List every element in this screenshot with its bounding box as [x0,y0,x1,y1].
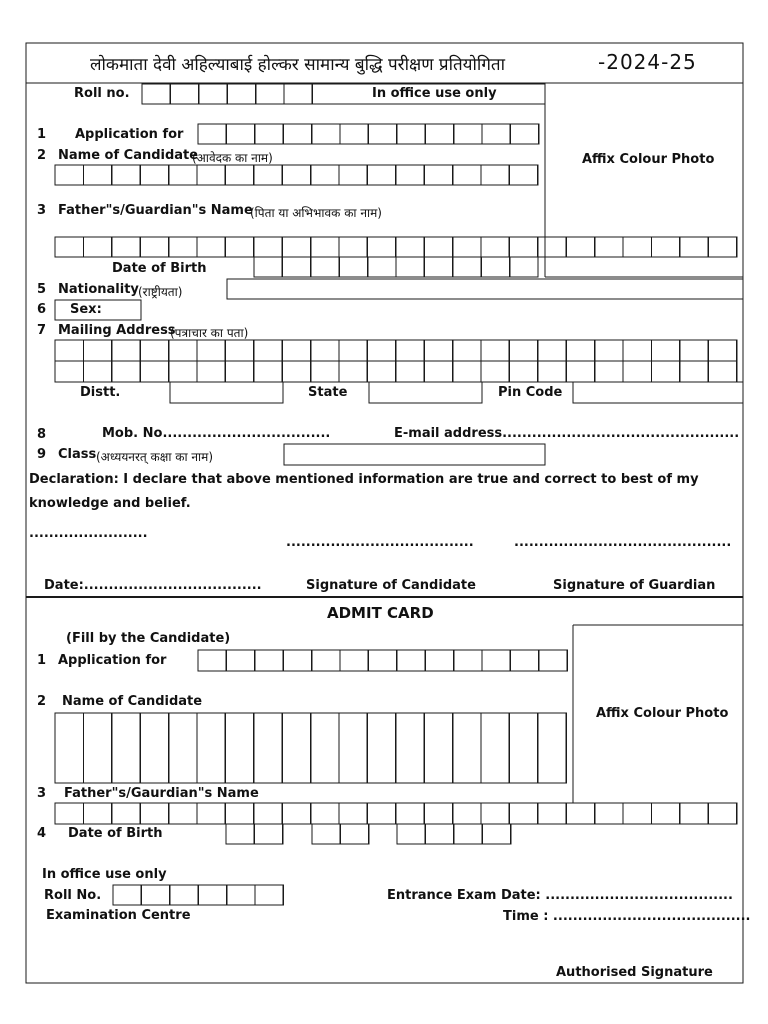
address-box[interactable] [112,361,140,382]
address-box[interactable] [708,340,736,361]
candidate-name-box[interactable] [197,165,225,185]
fill-by-candidate-note: (Fill by the Candidate) [66,631,231,646]
admit-application-for-box[interactable] [510,650,538,671]
candidate-name-box[interactable] [453,165,481,185]
admit-candidate-name-box[interactable] [197,713,225,783]
state-label: State [308,385,348,400]
candidate-name-box[interactable] [367,165,395,185]
address-box[interactable] [339,361,367,382]
admit-guardian-name-box[interactable] [509,803,537,824]
nationality-input[interactable] [227,279,743,299]
dob-box[interactable] [510,257,538,277]
application-for-box[interactable] [454,124,482,144]
mailing-address-hindi: (पत्राचार का पता) [170,326,249,340]
admit-application-for-box[interactable] [539,650,567,671]
address-box[interactable] [680,361,708,382]
address-box[interactable] [169,340,197,361]
candidate-name-box[interactable] [140,165,168,185]
pin-code-label: Pin Code [498,385,563,400]
guardian-name-box[interactable] [566,237,594,257]
address-box[interactable] [225,361,253,382]
candidate-name-box[interactable] [112,165,140,185]
admit-dob-label: Date of Birth [68,826,163,841]
admit-candidate-name-box[interactable] [112,713,140,783]
field-6-number: 6 [37,302,47,317]
roll-no-box[interactable] [199,84,227,104]
admit-candidate-name-box[interactable] [339,713,367,783]
address-box[interactable] [509,340,537,361]
candidate-name-box[interactable] [509,165,537,185]
address-box[interactable] [623,340,651,361]
application-for-label: Application for [75,127,184,142]
candidate-name-box[interactable] [55,165,83,185]
roll-no-label: Roll no. [74,86,130,101]
admit-roll-no-box[interactable] [227,885,255,905]
field-2-number: 2 [37,148,47,163]
dots-candidate-signature: ...................................... [286,535,474,550]
distt-input[interactable] [170,382,283,403]
address-box[interactable] [651,340,679,361]
address-box[interactable] [55,361,83,382]
admit-roll-no-box[interactable] [141,885,169,905]
address-box[interactable] [708,361,736,382]
guardian-name-box[interactable] [538,237,566,257]
admit-guardian-name-box[interactable] [595,803,623,824]
admit-candidate-name-box[interactable] [169,713,197,783]
admit-application-for-box[interactable] [454,650,482,671]
application-for-box[interactable] [255,124,283,144]
candidate-signature-label: Signature of Candidate [306,578,476,593]
guardian-name-box[interactable] [169,237,197,257]
address-box[interactable] [396,340,424,361]
guardian-name-box[interactable] [623,237,651,257]
guardian-name-box[interactable] [424,237,452,257]
outer-border [26,43,743,983]
admit-candidate-name-box[interactable] [282,713,310,783]
candidate-name-box[interactable] [83,165,111,185]
admit-application-for-box[interactable] [482,650,510,671]
admit-application-for-box[interactable] [283,650,311,671]
admit-photo-box-label: Affix Colour Photo [596,706,729,721]
guardian-name-box[interactable] [651,237,679,257]
sex-label: Sex: [70,302,102,317]
field-5-number: 5 [37,282,47,297]
admit-candidate-name-box[interactable] [225,713,253,783]
address-box[interactable] [140,361,168,382]
candidate-name-box[interactable] [339,165,367,185]
admit-dob-box[interactable] [312,824,340,844]
address-box[interactable] [623,361,651,382]
field-1-number: 1 [37,127,47,142]
admit-candidate-name-box[interactable] [538,713,566,783]
admit-guardian-name-box[interactable] [651,803,679,824]
admit-guardian-name-box[interactable] [55,803,83,824]
dob-box[interactable] [368,257,396,277]
admit-guardian-name-box[interactable] [254,803,282,824]
candidate-name-box[interactable] [169,165,197,185]
admit-guardian-name-box[interactable] [623,803,651,824]
guardian-name-box[interactable] [453,237,481,257]
admit-guardian-name-box[interactable] [708,803,736,824]
address-box[interactable] [566,361,594,382]
date-label: Date:.................................... [44,578,262,593]
form-title-hindi: लोकमाता देवी अहिल्याबाई होल्कर सामान्य बुद्धि परीक्षण प्रतियोगिता [90,55,505,75]
candidate-name-box[interactable] [481,165,509,185]
admit-dob-box[interactable] [397,824,425,844]
mailing-address-label: Mailing Address [58,323,176,338]
roll-no-box[interactable] [256,84,284,104]
admit-application-for-box[interactable] [368,650,396,671]
address-box[interactable] [197,361,225,382]
address-box[interactable] [83,361,111,382]
admit-candidate-name-box[interactable] [509,713,537,783]
nationality-label: Nationality [58,282,139,297]
authorised-signature-label: Authorised Signature [556,965,713,980]
admit-guardian-name-box[interactable] [396,803,424,824]
admit-dob-box[interactable] [454,824,482,844]
application-for-box[interactable] [312,124,340,144]
guardian-name-box[interactable] [55,237,83,257]
guardian-name-box[interactable] [708,237,736,257]
dots-left: ........................ [29,526,148,541]
application-for-box[interactable] [482,124,510,144]
admit-roll-no-box[interactable] [198,885,226,905]
admit-candidate-name-box[interactable] [367,713,395,783]
admit-guardian-name-box[interactable] [339,803,367,824]
admit-candidate-name-label: Name of Candidate [62,694,203,709]
admit-field-2-number: 2 [37,694,47,709]
admit-guardian-name-box[interactable] [197,803,225,824]
guardian-name-box[interactable] [140,237,168,257]
admit-application-for-box[interactable] [340,650,368,671]
guardian-name-box[interactable] [595,237,623,257]
admit-guardian-name-box[interactable] [481,803,509,824]
pin-code-input[interactable] [573,382,743,403]
application-for-box[interactable] [283,124,311,144]
admit-candidate-name-box[interactable] [83,713,111,783]
admit-guardian-name-box[interactable] [282,803,310,824]
admit-dob-box[interactable] [425,824,453,844]
admit-application-for-box[interactable] [312,650,340,671]
address-box[interactable] [140,340,168,361]
examination-centre-label: Examination Centre [46,908,191,923]
address-box[interactable] [311,361,339,382]
candidate-name-label: Name of Candidate [58,148,199,163]
admit-guardian-name-box[interactable] [140,803,168,824]
guardian-name-box[interactable] [311,237,339,257]
admit-guardian-name-box[interactable] [453,803,481,824]
dots-guardian-signature: ............................................ [514,535,732,550]
guardian-name-hindi: (पिता या अभिभावक का नाम) [250,206,382,220]
application-for-box[interactable] [510,124,538,144]
admit-dob-box[interactable] [226,824,254,844]
admit-guardian-name-label: Father"s/Gaurdian"s Name [64,786,259,801]
admit-candidate-name-box[interactable] [424,713,452,783]
form-year: -2024-25 [598,50,697,74]
admit-office-use-label: In office use only [42,867,167,882]
admit-candidate-name-box[interactable] [453,713,481,783]
candidate-name-box[interactable] [311,165,339,185]
photo-box-label: Affix Colour Photo [582,152,715,167]
state-input[interactable] [369,382,482,403]
admit-card-title: ADMIT CARD [327,604,434,622]
admit-application-for-box[interactable] [255,650,283,671]
application-for-box[interactable] [397,124,425,144]
address-box[interactable] [83,340,111,361]
admit-application-for-label: Application for [58,653,167,668]
address-box[interactable] [481,361,509,382]
admit-roll-no-box[interactable] [113,885,141,905]
admit-dob-box[interactable] [482,824,510,844]
admit-guardian-name-box[interactable] [225,803,253,824]
admit-roll-no-label: Roll No. [44,888,102,903]
admit-application-for-box[interactable] [198,650,226,671]
guardian-name-box[interactable] [83,237,111,257]
address-box[interactable] [595,361,623,382]
field-9-number: 9 [37,447,47,462]
address-box[interactable] [538,361,566,382]
email-label: E-mail address................................................ [394,426,740,441]
admit-roll-no-box[interactable] [255,885,283,905]
dob-label: Date of Birth [112,261,207,276]
roll-no-box[interactable] [227,84,255,104]
roll-no-box[interactable] [142,84,170,104]
guardian-name-box[interactable] [481,237,509,257]
admit-application-for-box[interactable] [425,650,453,671]
admit-guardian-name-box[interactable] [112,803,140,824]
guardian-name-box[interactable] [282,237,310,257]
application-for-box[interactable] [226,124,254,144]
application-for-box[interactable] [340,124,368,144]
field-7-number: 7 [37,323,47,338]
address-box[interactable] [254,361,282,382]
roll-no-box[interactable] [284,84,312,104]
guardian-name-box[interactable] [225,237,253,257]
admit-candidate-name-box[interactable] [396,713,424,783]
candidate-name-hindi: (आवेदक का नाम) [192,151,273,165]
entrance-exam-date-label: Entrance Exam Date: ...................................... [387,888,733,903]
candidate-name-box[interactable] [282,165,310,185]
class-label: Class [58,447,97,462]
guardian-name-label: Father"s/Guardian"s Name [58,203,253,218]
address-box[interactable] [282,340,310,361]
declaration-line-1: Declaration: I declare that above mentioned information are true and correct to best of my [29,472,699,487]
admit-application-for-box[interactable] [397,650,425,671]
address-box[interactable] [538,340,566,361]
dob-box[interactable] [339,257,367,277]
admit-candidate-name-box[interactable] [140,713,168,783]
guardian-name-box[interactable] [339,237,367,257]
dob-box[interactable] [481,257,509,277]
address-box[interactable] [169,361,197,382]
distt-label: Distt. [80,385,121,400]
address-box[interactable] [680,340,708,361]
address-box[interactable] [396,361,424,382]
address-box[interactable] [595,340,623,361]
admit-dob-box[interactable] [254,824,282,844]
admit-guardian-name-box[interactable] [424,803,452,824]
class-input[interactable] [284,444,545,465]
admit-dob-box[interactable] [340,824,368,844]
address-box[interactable] [311,340,339,361]
admit-guardian-name-box[interactable] [367,803,395,824]
candidate-name-box[interactable] [254,165,282,185]
address-box[interactable] [453,361,481,382]
admit-guardian-name-box[interactable] [566,803,594,824]
guardian-signature-label: Signature of Guardian [553,578,716,593]
admit-candidate-name-box[interactable] [55,713,83,783]
admit-guardian-name-box[interactable] [169,803,197,824]
guardian-name-box[interactable] [509,237,537,257]
dob-box[interactable] [254,257,282,277]
guardian-name-box[interactable] [396,237,424,257]
admit-field-3-number: 3 [37,786,47,801]
admit-candidate-name-box[interactable] [481,713,509,783]
admit-candidate-name-box[interactable] [311,713,339,783]
address-box[interactable] [367,340,395,361]
admit-application-for-box[interactable] [226,650,254,671]
address-box[interactable] [509,361,537,382]
application-for-box[interactable] [368,124,396,144]
address-box[interactable] [651,361,679,382]
admit-guardian-name-box[interactable] [680,803,708,824]
declaration-line-2: knowledge and belief. [29,496,191,511]
address-box[interactable] [566,340,594,361]
exam-time-label: Time : ........................................ [503,909,751,924]
admit-guardian-name-box[interactable] [311,803,339,824]
nationality-hindi: (राष्ट्रीयता) [138,285,183,299]
address-box[interactable] [481,340,509,361]
mobile-no-label: Mob. No.................................. [102,426,331,441]
roll-no-box[interactable] [170,84,198,104]
address-box[interactable] [197,340,225,361]
admit-guardian-name-box[interactable] [538,803,566,824]
dob-box[interactable] [453,257,481,277]
address-box[interactable] [225,340,253,361]
address-box[interactable] [254,340,282,361]
application-for-box[interactable] [425,124,453,144]
admit-roll-no-box[interactable] [170,885,198,905]
admit-field-4-number: 4 [37,826,47,841]
admit-field-1-number: 1 [37,653,47,668]
dob-box[interactable] [424,257,452,277]
application-for-box[interactable] [198,124,226,144]
address-box[interactable] [424,340,452,361]
candidate-name-box[interactable] [225,165,253,185]
admit-candidate-name-box[interactable] [254,713,282,783]
address-box[interactable] [55,340,83,361]
dob-box[interactable] [396,257,424,277]
address-box[interactable] [282,361,310,382]
guardian-name-box[interactable] [197,237,225,257]
dob-box[interactable] [282,257,310,277]
office-use-label: In office use only [372,86,497,101]
address-box[interactable] [339,340,367,361]
guardian-name-box[interactable] [112,237,140,257]
field-3-number: 3 [37,203,47,218]
candidate-name-box[interactable] [396,165,424,185]
address-box[interactable] [112,340,140,361]
admit-guardian-name-box[interactable] [83,803,111,824]
dob-box[interactable] [311,257,339,277]
address-box[interactable] [453,340,481,361]
field-8-number: 8 [37,427,47,442]
guardian-name-box[interactable] [254,237,282,257]
candidate-name-box[interactable] [424,165,452,185]
guardian-name-box[interactable] [367,237,395,257]
address-box[interactable] [424,361,452,382]
address-box[interactable] [367,361,395,382]
guardian-name-box[interactable] [680,237,708,257]
class-hindi: (अध्ययनरत् कक्षा का नाम) [96,450,214,464]
